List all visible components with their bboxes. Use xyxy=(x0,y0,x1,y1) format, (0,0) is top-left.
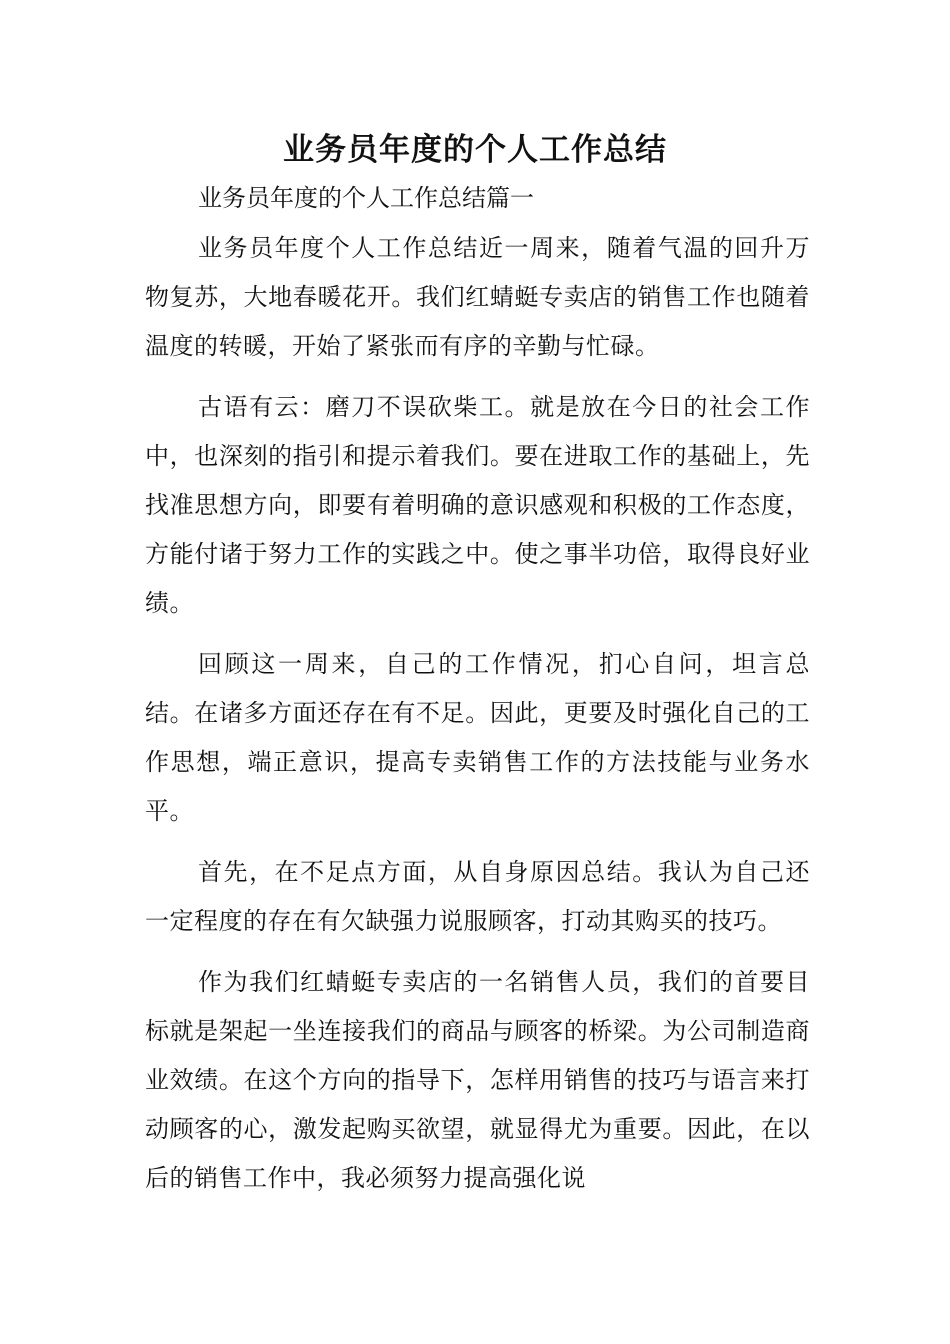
document-subtitle: 业务员年度的个人工作总结篇一 xyxy=(198,184,534,212)
document-title: 业务员年度的个人工作总结 xyxy=(283,132,667,168)
paragraph: 回顾这一周来，自己的工作情况，扪心自问，坦言总结。在诸多方面还存在有不足。因此，更要及时强化自己的工作思想，端正意识，提高专卖销售工作的方法技能与业务水平。 xyxy=(145,650,810,825)
paragraph: 作为我们红蜻蜓专卖店的一名销售人员，我们的首要目标就是架起一坐连接我们的商品与顾客的桥梁。为公司制造商业效绩。在这个方向的指导下，怎样用销售的技巧与语言来打动顾客的心，激发起购买欲望，就显得尤为重要。因此，在以后的销售工作中，我必须努力提高强化说 xyxy=(145,968,810,1192)
paragraph: 古语有云：磨刀不误砍柴工。就是放在今日的社会工作中，也深刻的指引和提示着我们。要在进取工作的基础上，先找准思想方向，即要有着明确的意识感观和积极的工作态度，方能付诸于努力工作的实践之中。使之事半功倍，取得良好业绩。 xyxy=(145,393,810,617)
paragraph: 首先，在不足点方面，从自身原因总结。我认为自己还一定程度的存在有欠缺强力说服顾客，打动其购买的技巧。 xyxy=(145,858,810,935)
paragraph: 业务员年度个人工作总结近一周来，随着气温的回升万物复苏，大地春暖花开。我们红蜻蜓专卖店的销售工作也随着温度的转暖，开始了紧张而有序的辛勤与忙碌。 xyxy=(145,234,810,360)
document-body xyxy=(145,224,810,1215)
